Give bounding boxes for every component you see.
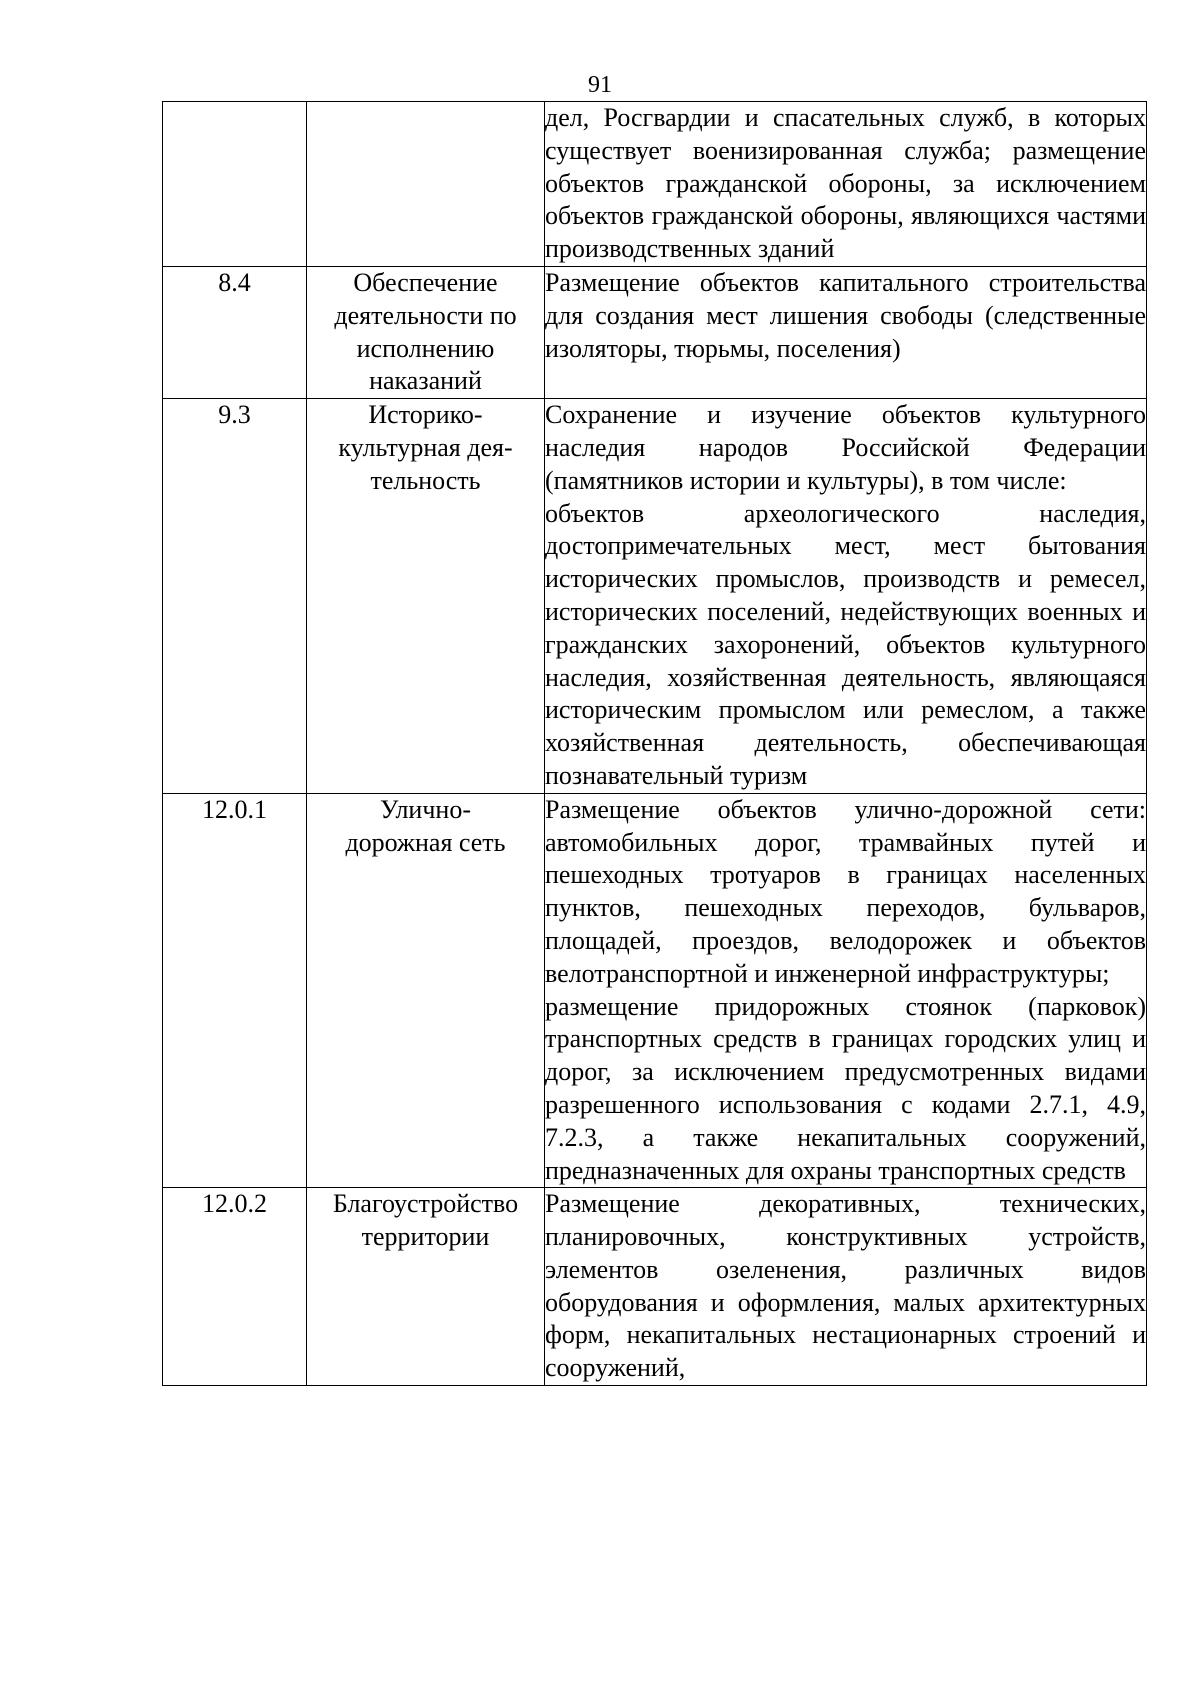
- description-cell: [545, 1188, 1147, 1386]
- name-cell: [307, 793, 545, 1188]
- table-row: [163, 266, 1147, 398]
- land-use-table: [162, 101, 1147, 1386]
- description-cell: [545, 793, 1147, 1188]
- name-line: Улично-: [379, 794, 471, 824]
- name-line: территории: [361, 1222, 490, 1252]
- name-line: культурная дея-: [338, 432, 513, 462]
- name-cell: [307, 102, 545, 267]
- description-paragraph: Размещение декоративных, технических, планировочных, конструктивных устройств, элементов озеленения, различных видов оборудования и оформления, малых архитектурных форм, некапитальных нестационарных строений и сооружений,: [545, 1189, 1146, 1383]
- code-cell: 9.3: [163, 399, 307, 794]
- description-cell: [545, 399, 1147, 794]
- code-cell: 8.4: [163, 266, 307, 398]
- name-line: тельность: [370, 465, 481, 495]
- description-paragraph: объектов археологического наследия, достопримечательных мест, мест бытования исторических промыслов, производств и ремесел, исторических поселений, недействующих военных и гражданских захоронений, объектов культурного наследия, хозяйственная деятельность, являющаяся историческим промыслом или ремеслом, а также хозяйственная деятельность, обеспечивающая познавательный туризм: [545, 498, 1146, 790]
- page-number: 91: [588, 72, 612, 98]
- description-paragraph: размещение придорожных стоянок (парковок) транспортных средств в границах городских улиц и дорог, за исключением предусмотренных видами разрешенного использования с кодами 2.7.1, 4.9, 7.2.3, а также некапитальных сооружений, предназначенных для охраны транспортных средств: [545, 991, 1146, 1185]
- description-paragraph: Сохранение и изучение объектов культурного наследия народов Российской Федерации (памятников истории и культуры), в том числе:: [545, 400, 1146, 495]
- name-line: исполнению: [356, 333, 495, 363]
- name-line: дорожная сеть: [345, 827, 506, 857]
- code-cell: 12.0.1: [163, 793, 307, 1188]
- name-line: Историко-: [368, 400, 483, 430]
- description-cell: [545, 102, 1147, 267]
- code-cell: [163, 102, 307, 267]
- description-cell: [545, 266, 1147, 398]
- name-line: деятельности по: [334, 300, 517, 330]
- name-cell: [307, 1188, 545, 1386]
- description-paragraph: Размещение объектов капитального строительства для создания мест лишения свободы (следственные изоляторы, тюрьмы, поселения): [545, 267, 1146, 363]
- code-cell: 12.0.2: [163, 1188, 307, 1386]
- table-row: [163, 793, 1147, 1188]
- description-paragraph: дел, Росгвардии и спасательных служб, в которых существует военизированная служба; размещение объектов гражданской обороны, за исключением объектов гражданской обороны, являющихся частями производственных зданий: [545, 103, 1146, 264]
- name-line: Благоустройство: [332, 1189, 519, 1219]
- name-line: Обеспечение: [353, 267, 498, 297]
- table-row: [163, 102, 1147, 267]
- table-row: [163, 1188, 1147, 1386]
- name-cell: [307, 399, 545, 794]
- name-cell: [307, 266, 545, 398]
- table-row: [163, 399, 1147, 794]
- description-paragraph: Размещение объектов улично-дорожной сети: автомобильных дорог, трамвайных путей и пешеходных тротуаров в границах населенных пунктов, пешеходных переходов, бульваров, площадей, проездов, велодорожек и объектов велотранспортной и инженерной инфраструктуры;: [545, 794, 1146, 988]
- name-line: наказаний: [369, 366, 482, 396]
